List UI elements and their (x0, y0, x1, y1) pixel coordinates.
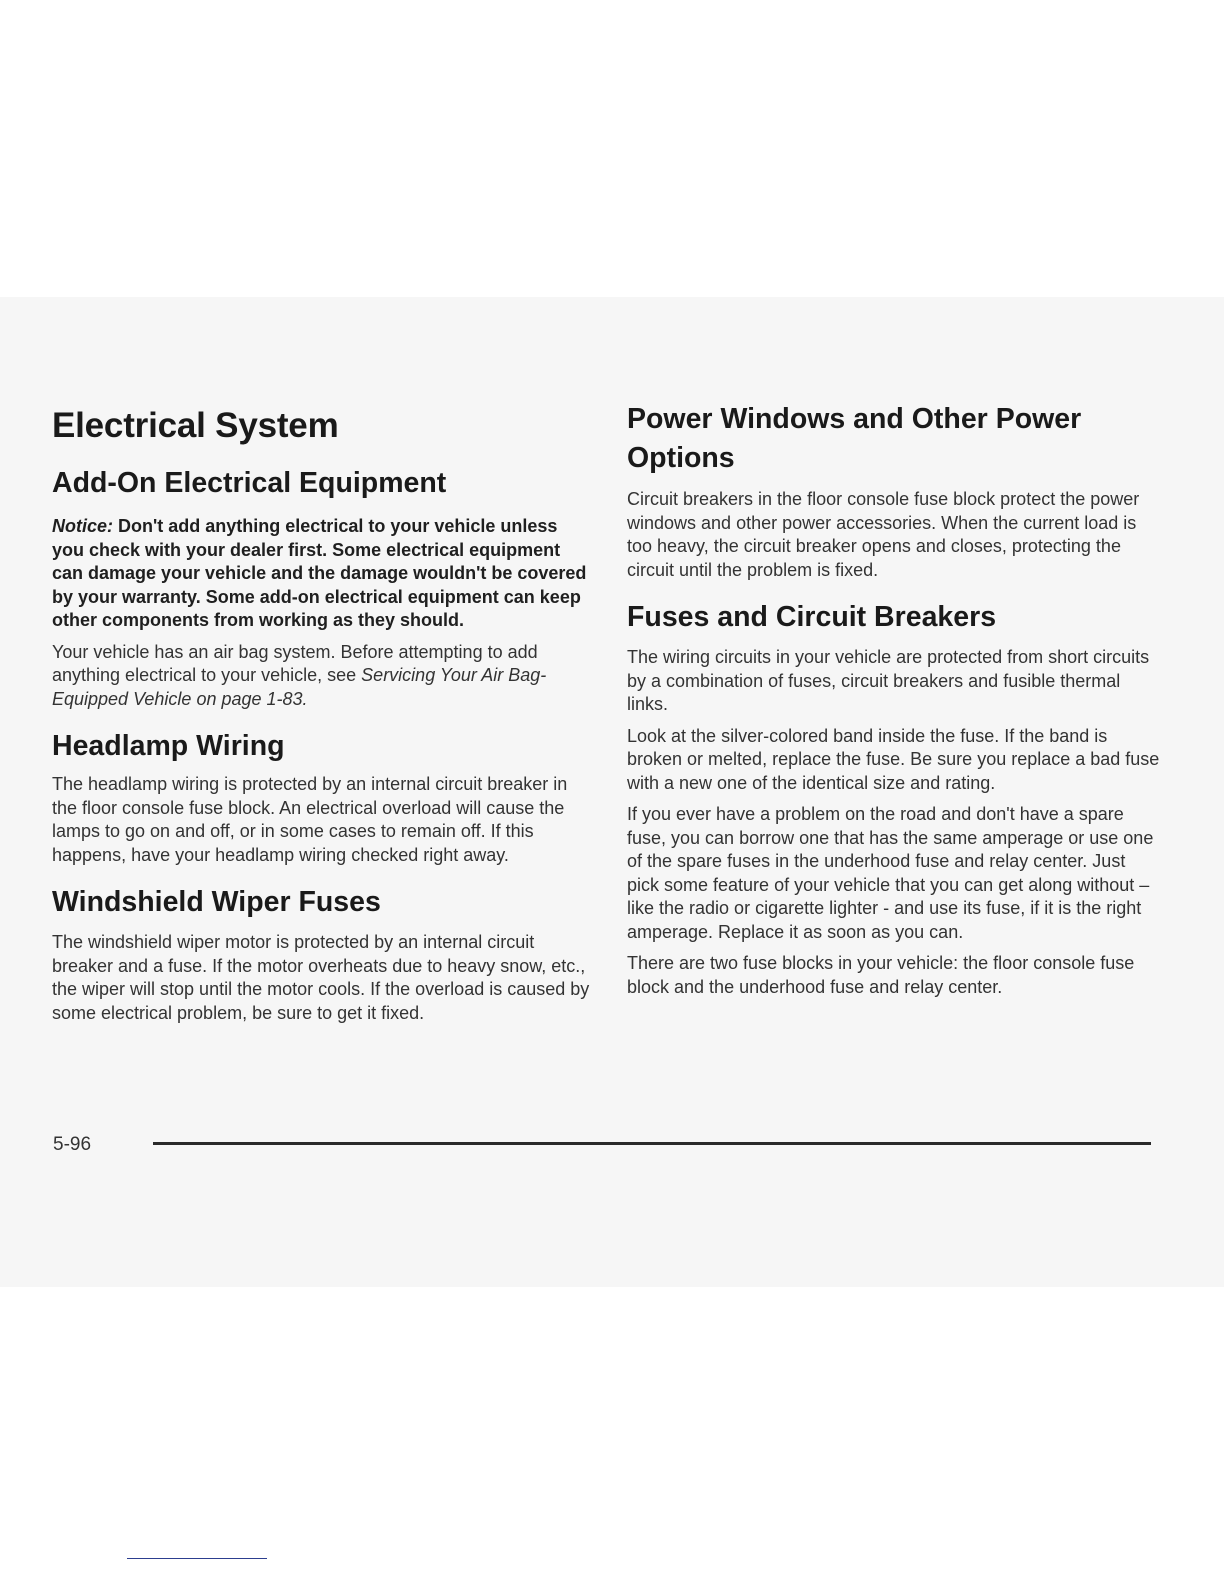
fuses-paragraph-3: If you ever have a problem on the road and don't have a spare fuse, you can borrow one that has the same amperage or use one of the spare fuses in the underhood fuse and relay center. Just pick some feature of your vehicle that you can get along without – like the radio or cigarette lighter - and use its fuse, if it is the right amperage. Replace it as soon as you can. (627, 804, 1154, 942)
wiper-paragraph: The windshield wiper motor is protected by an internal circuit breaker and a fuse. If the motor overheats due to heavy snow, etc., the wiper will stop until the motor cools. If the overload is caused by some electrical problem, be sure to get it fixed. (52, 932, 590, 1023)
airbag-text: Your vehicle has an air bag system. Before attempting to add anything electrical to your vehicle, see (52, 641, 538, 685)
airbag-paragraph (52, 641, 590, 712)
heading-headlamp-wiring: Headlamp Wiring (52, 730, 285, 762)
notice-label: Notice: (52, 516, 114, 536)
fuses-paragraph-1: The wiring circuits in your vehicle are protected from short circuits by a combination of fuses, circuit breakers and fusible thermal links. (627, 647, 1150, 714)
heading-add-on-electrical-equipment: Add-On Electrical Equipment (52, 467, 447, 499)
notice-text: Don't add anything electrical to your vehicle unless you check with your dealer first. Some electrical equipment can damage your vehicle and the damage wouldn't be covered by your warranty. Some add-on electrical equipment can keep other components from working as they should. (52, 516, 587, 630)
bottom-link-underline (127, 1558, 267, 1559)
fuses-paragraph-4: There are two fuse blocks in your vehicle: the floor console fuse block and the underhood fuse and relay center. (627, 953, 1135, 997)
notice-paragraph (52, 515, 590, 633)
right-column (627, 400, 1162, 999)
heading-power-windows: Power Windows and Other Power Options (627, 403, 1082, 474)
page-number: 5-96 (53, 1134, 92, 1155)
fuses-paragraph-2: Look at the silver-colored band inside the fuse. If the band is broken or melted, replace the fuse. Be sure you replace a bad fuse with a new one of the identical size and rating. (627, 725, 1160, 793)
heading-windshield-wiper-fuses: Windshield Wiper Fuses (52, 886, 381, 918)
headlamp-paragraph: The headlamp wiring is protected by an internal circuit breaker in the floor console fuse block. An electrical overload will cause the lamps to go on and off, or in some cases to remain off. If this happens, have your headlamp wiring checked right away. (52, 774, 568, 865)
airbag-page-reference[interactable]: Servicing Your Air Bag-Equipped Vehicle on page 1-83. (52, 665, 547, 709)
footer-rule (153, 1142, 1151, 1145)
heading-electrical-system: Electrical System (52, 406, 339, 445)
heading-fuses-and-circuit-breakers: Fuses and Circuit Breakers (627, 601, 997, 633)
left-column (52, 400, 590, 1025)
power-paragraph: Circuit breakers in the floor console fuse block protect the power windows and other power accessories. When the current load is too heavy, the circuit breaker opens and closes, protecting the circuit until the problem is fixed. (627, 489, 1140, 580)
